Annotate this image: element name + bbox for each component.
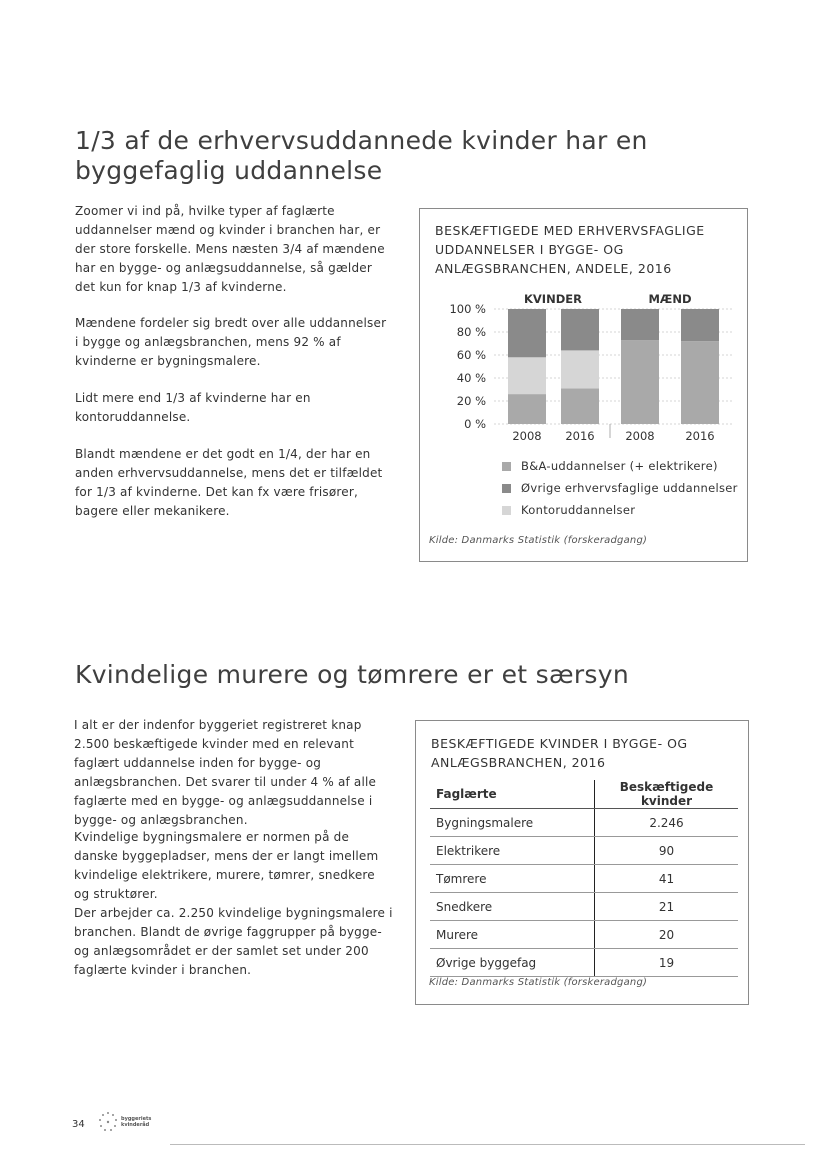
table-header-row: [430, 780, 738, 809]
table-cell-count: 2.246: [595, 809, 739, 837]
section1-paragraph-3: Lidt mere end 1/3 af kvinderne har en kontoruddannelse.: [75, 391, 311, 424]
table-row: [430, 837, 738, 865]
y-tick-label: 80 %: [456, 325, 486, 339]
footer-rule: [170, 1144, 805, 1145]
footer-logo-text: byggeriets kvinderåd: [121, 1116, 152, 1128]
bar-segment: [508, 394, 546, 424]
section1-paragraph-4: Blandt mændene er det godt en 1/4, der har en anden erhvervsuddannelse, mens det er tilfældet for 1/3 af kvinderne. Det kan fx være frisører, bagere eller mekanikere.: [75, 447, 383, 518]
x-tick-label: 2016: [565, 429, 595, 443]
employment-table: [430, 780, 738, 977]
section2-heading: Kvindelige murere og tømrere er et særsyn: [75, 660, 629, 689]
x-tick-label: 2016: [685, 429, 715, 443]
legend-item-2: [502, 481, 738, 495]
y-tick-label: 100 %: [449, 302, 486, 316]
table-row: [430, 809, 738, 837]
table-cell-trade: Bygningsmalere: [430, 809, 595, 837]
table-cell-count: 19: [595, 949, 739, 977]
table-row: [430, 949, 738, 977]
bar-segment: [508, 309, 546, 357]
legend-label-1: B&A-uddannelser (+ elektrikere): [521, 459, 718, 473]
bar-segment: [561, 309, 599, 350]
y-tick-label: 40 %: [456, 371, 486, 385]
legend-item-3: [502, 503, 635, 517]
bar-segment: [681, 341, 719, 424]
section2-paragraph-1: I alt er der indenfor byggeriet registreret knap 2.500 beskæftigede kvinder med en relevant faglært uddannelse inden for bygge- og anlægsbranchen. Det svarer til under 4 % af alle faglærte med en bygge- og anlægsuddannelse i bygge- og anlægsbranchen.: [74, 718, 377, 827]
sparkle-logo-icon: [93, 1110, 123, 1134]
section1-paragraph-1: Zoomer vi ind på, hvilke typer af faglærte uddannelser mænd og kvinder i branchen har, er der store forskelle. Mens næsten 3/4 af mændene har en bygge- og anlægsuddannelse, så gælder det kun for knap 1/3 af kvinderne.: [75, 204, 385, 294]
bar-segment: [508, 357, 546, 394]
section2-paragraph-2: Kvindelige bygningsmalere er normen på de danske byggepladser, mens der er langt imellem kvindelige elektrikere, murere, tømrer, snedkere og struktører.: [74, 830, 379, 901]
legend-label-3: Kontoruddannelser: [521, 503, 636, 517]
table-cell-trade: Snedkere: [430, 893, 595, 921]
table-header-beskaeftigede: Beskæftigede kvinder: [595, 780, 739, 809]
table-row: [430, 865, 738, 893]
section1-heading: 1/3 af de erhvervsuddannede kvinder har en byggefaglig uddannelse: [75, 126, 648, 185]
y-tick-label: 20 %: [456, 394, 486, 408]
table-cell-trade: Murere: [430, 921, 595, 949]
table-header-faglaerte: Faglærte: [430, 780, 595, 809]
table-row: [430, 921, 738, 949]
table-box-title: BESKÆFTIGEDE KVINDER I BYGGE- OG ANLÆGSBRANCHEN, 2016: [431, 736, 688, 770]
bar-segment: [681, 309, 719, 341]
table-cell-trade: Elektrikere: [430, 837, 595, 865]
bar-segment: [561, 350, 599, 388]
table-cell-trade: Tømrere: [430, 865, 595, 893]
bar-segment: [561, 388, 599, 424]
table-cell-count: 90: [595, 837, 739, 865]
footer-logo: [93, 1110, 173, 1136]
table-cell-count: 41: [595, 865, 739, 893]
group-label: MÆND: [648, 292, 692, 306]
chart-box: [419, 208, 748, 562]
stacked-bar-chart: [420, 289, 747, 469]
table-cell-trade: Øvrige byggefag: [430, 949, 595, 977]
legend-item-1: [502, 459, 718, 473]
table-source: Kilde: Danmarks Statistik (forskeradgang): [429, 977, 648, 988]
section1-paragraph-2: Mændene fordeler sig bredt over alle uddannelser i bygge og anlægsbranchen, mens 92 % af kvinderne er bygningsmalere.: [75, 316, 387, 368]
table-row: [430, 893, 738, 921]
legend-swatch-2: [502, 484, 511, 493]
table-cell-count: 20: [595, 921, 739, 949]
table-box: [415, 720, 749, 1005]
group-label: KVINDER: [524, 292, 582, 306]
chart-box-title: BESKÆFTIGEDE MED ERHVERVSFAGLIGE UDDANNELSER I BYGGE- OG ANLÆGSBRANCHEN, ANDELE, 2016: [435, 223, 705, 276]
y-tick-label: 60 %: [456, 348, 486, 362]
legend-swatch-1: [502, 462, 511, 471]
legend-label-2: Øvrige erhvervsfaglige uddannelser: [521, 481, 738, 495]
section2-paragraph-3: Der arbejder ca. 2.250 kvindelige bygningsmalere i branchen. Blandt de øvrige faggrupper på bygge- og anlægsområdet er der samlet set under 200 faglærte kvinder i branchen.: [74, 906, 393, 977]
table-cell-count: 21: [595, 893, 739, 921]
legend-swatch-3: [502, 506, 511, 515]
chart-source: Kilde: Danmarks Statistik (forskeradgang): [429, 535, 648, 546]
bar-segment: [621, 340, 659, 424]
x-tick-label: 2008: [625, 429, 655, 443]
bar-segment: [621, 309, 659, 340]
x-tick-label: 2008: [512, 429, 542, 443]
page-number: 34: [72, 1119, 85, 1130]
y-tick-label: 0 %: [464, 417, 486, 431]
